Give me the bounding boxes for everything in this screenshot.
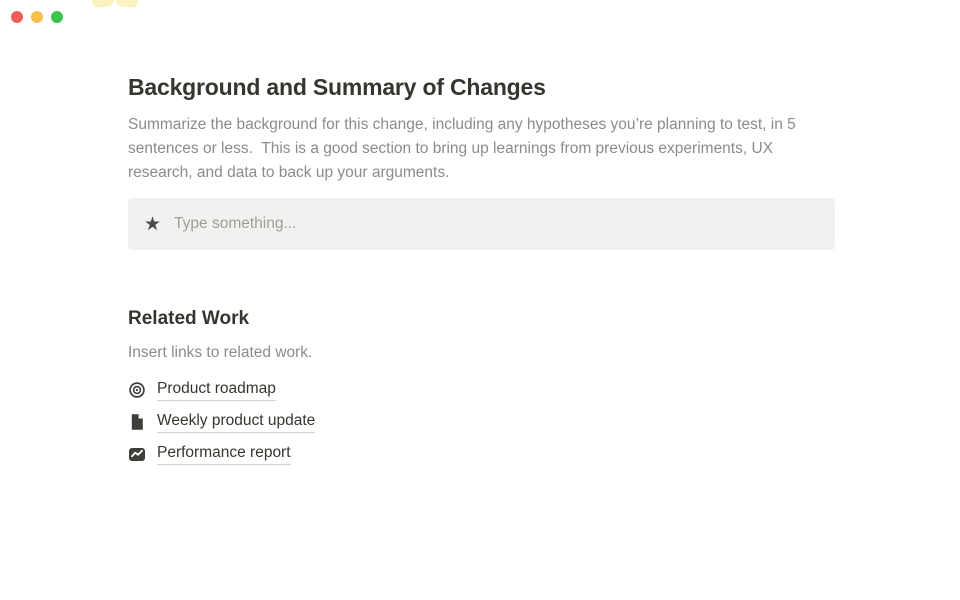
- related-work-heading: Related Work: [128, 308, 250, 329]
- link-label[interactable]: Product roadmap: [157, 379, 276, 401]
- page-title: Background and Summary of Changes: [128, 74, 546, 100]
- link-label[interactable]: Weekly product update: [157, 411, 315, 433]
- link-weekly-product-update[interactable]: [128, 406, 835, 438]
- link-performance-report[interactable]: [128, 438, 835, 470]
- related-work-links: [128, 374, 835, 470]
- link-label[interactable]: Performance report: [157, 443, 291, 465]
- close-button[interactable]: [11, 11, 23, 23]
- window-traffic-lights: [11, 11, 63, 23]
- link-product-roadmap[interactable]: [128, 374, 835, 406]
- document-icon: [128, 413, 146, 431]
- document-body: [128, 72, 835, 470]
- yellow-scribble-decoration: [92, 0, 144, 8]
- related-work-description: Insert links to related work.: [128, 344, 313, 361]
- star-icon: ★: [144, 212, 162, 235]
- zoom-button[interactable]: [51, 11, 63, 23]
- minimize-button[interactable]: [31, 11, 43, 23]
- performance-chart-icon: [128, 445, 146, 463]
- type-something-input[interactable]: [174, 215, 819, 233]
- text-entry-block[interactable]: [128, 198, 835, 250]
- background-description: Summarize the background for this change, including any hypotheses you’re planning to test, in 5 sentences or less. This is a good section to bring up learnings from previous experiments, UX research, and data to back up your arguments.: [128, 116, 801, 181]
- target-icon: [128, 381, 146, 399]
